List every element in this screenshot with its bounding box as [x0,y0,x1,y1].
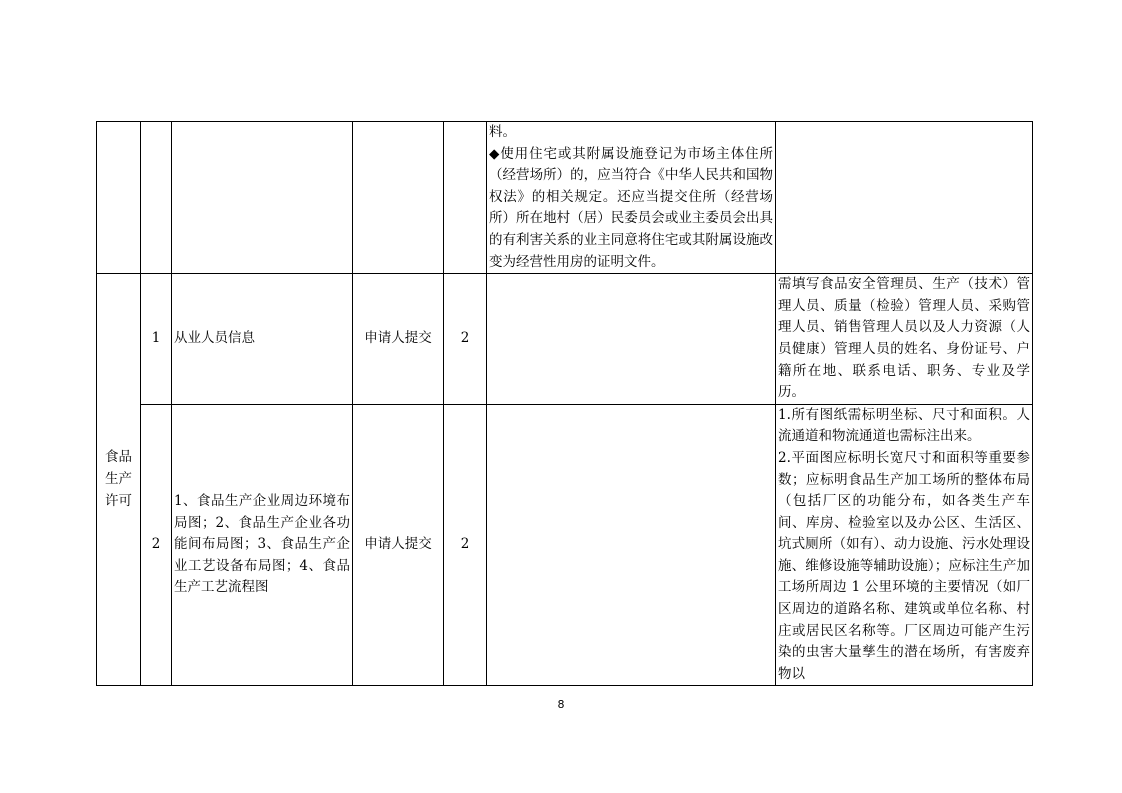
requirement-line: ◆使用住宅或其附属设施登记为市场主体住所（经营场所）的，应当符合《中华人民共和国物权法》的相关规定。还应当提交住所（经营场所）所在地村（居）民委员会或业主委员会出具的有利害关系的业主同意将住宅或其附属设施改变为经营性用房的证明文件。 [489,145,773,270]
copies-cell: 2 [444,404,487,686]
note-line: 2.平面图应标明长宽尺寸和面积等重要参数；应标明食品生产加工场所的整体布局（包括厂区的功能分布，如各类生产车间、库房、检验室以及办公区、生活区、坑式厕所（如有）、动力设施、污水处理设施、维修设施等辅助设施）；应标注生产加工场所周边 1 公里环境的主要情况（如厂区周边的道路名称、建筑或单位名称、村庄或居民区名称等。厂区周边可能产生污染的虫害大量孳生的潜在场所，有害废弃物以 [778,449,1030,682]
copies-cell: 2 [444,274,487,405]
source-cell-empty [353,122,444,274]
notes-cell [776,404,1033,686]
note-line: 1.所有图纸需标明坐标、尺寸和面积。人流通道和物流通道也需标注出来。 [778,406,1030,445]
source-cell: 申请人提交 [353,274,444,405]
material-cell: 1、食品生产企业周边环境布局图；2、食品生产企业各功能间布局图；3、食品生产企业工艺设备布局图；4、食品生产工艺流程图 [172,404,353,686]
table-row [97,274,1033,405]
page-number: 8 [557,698,565,711]
requirement-cell [487,274,776,405]
continued-row [97,122,1033,274]
index-cell: 2 [141,404,172,686]
requirements-table [96,121,1033,686]
category-cell-empty [97,122,141,274]
material-cell-empty [172,122,353,274]
requirement-cell-continued [487,122,776,274]
table-row [97,404,1033,686]
index-cell: 1 [141,274,172,405]
copies-cell-empty [444,122,487,274]
source-cell: 申请人提交 [353,404,444,686]
category-cell: 食品生产许可 [97,274,141,686]
material-cell: 从业人员信息 [172,274,353,405]
notes-cell-empty [776,122,1033,274]
index-cell-empty [141,122,172,274]
requirement-cell [487,404,776,686]
notes-cell [776,274,1033,405]
note-line: 需填写食品安全管理员、生产（技术）管理人员、质量（检验）管理人员、采购管理人员、销售管理人员以及人力资源（人员健康）管理人员的姓名、身份证号、户籍所在地、联系电话、职务、专业及学历。 [778,276,1030,401]
requirement-line: 料。 [489,124,516,140]
